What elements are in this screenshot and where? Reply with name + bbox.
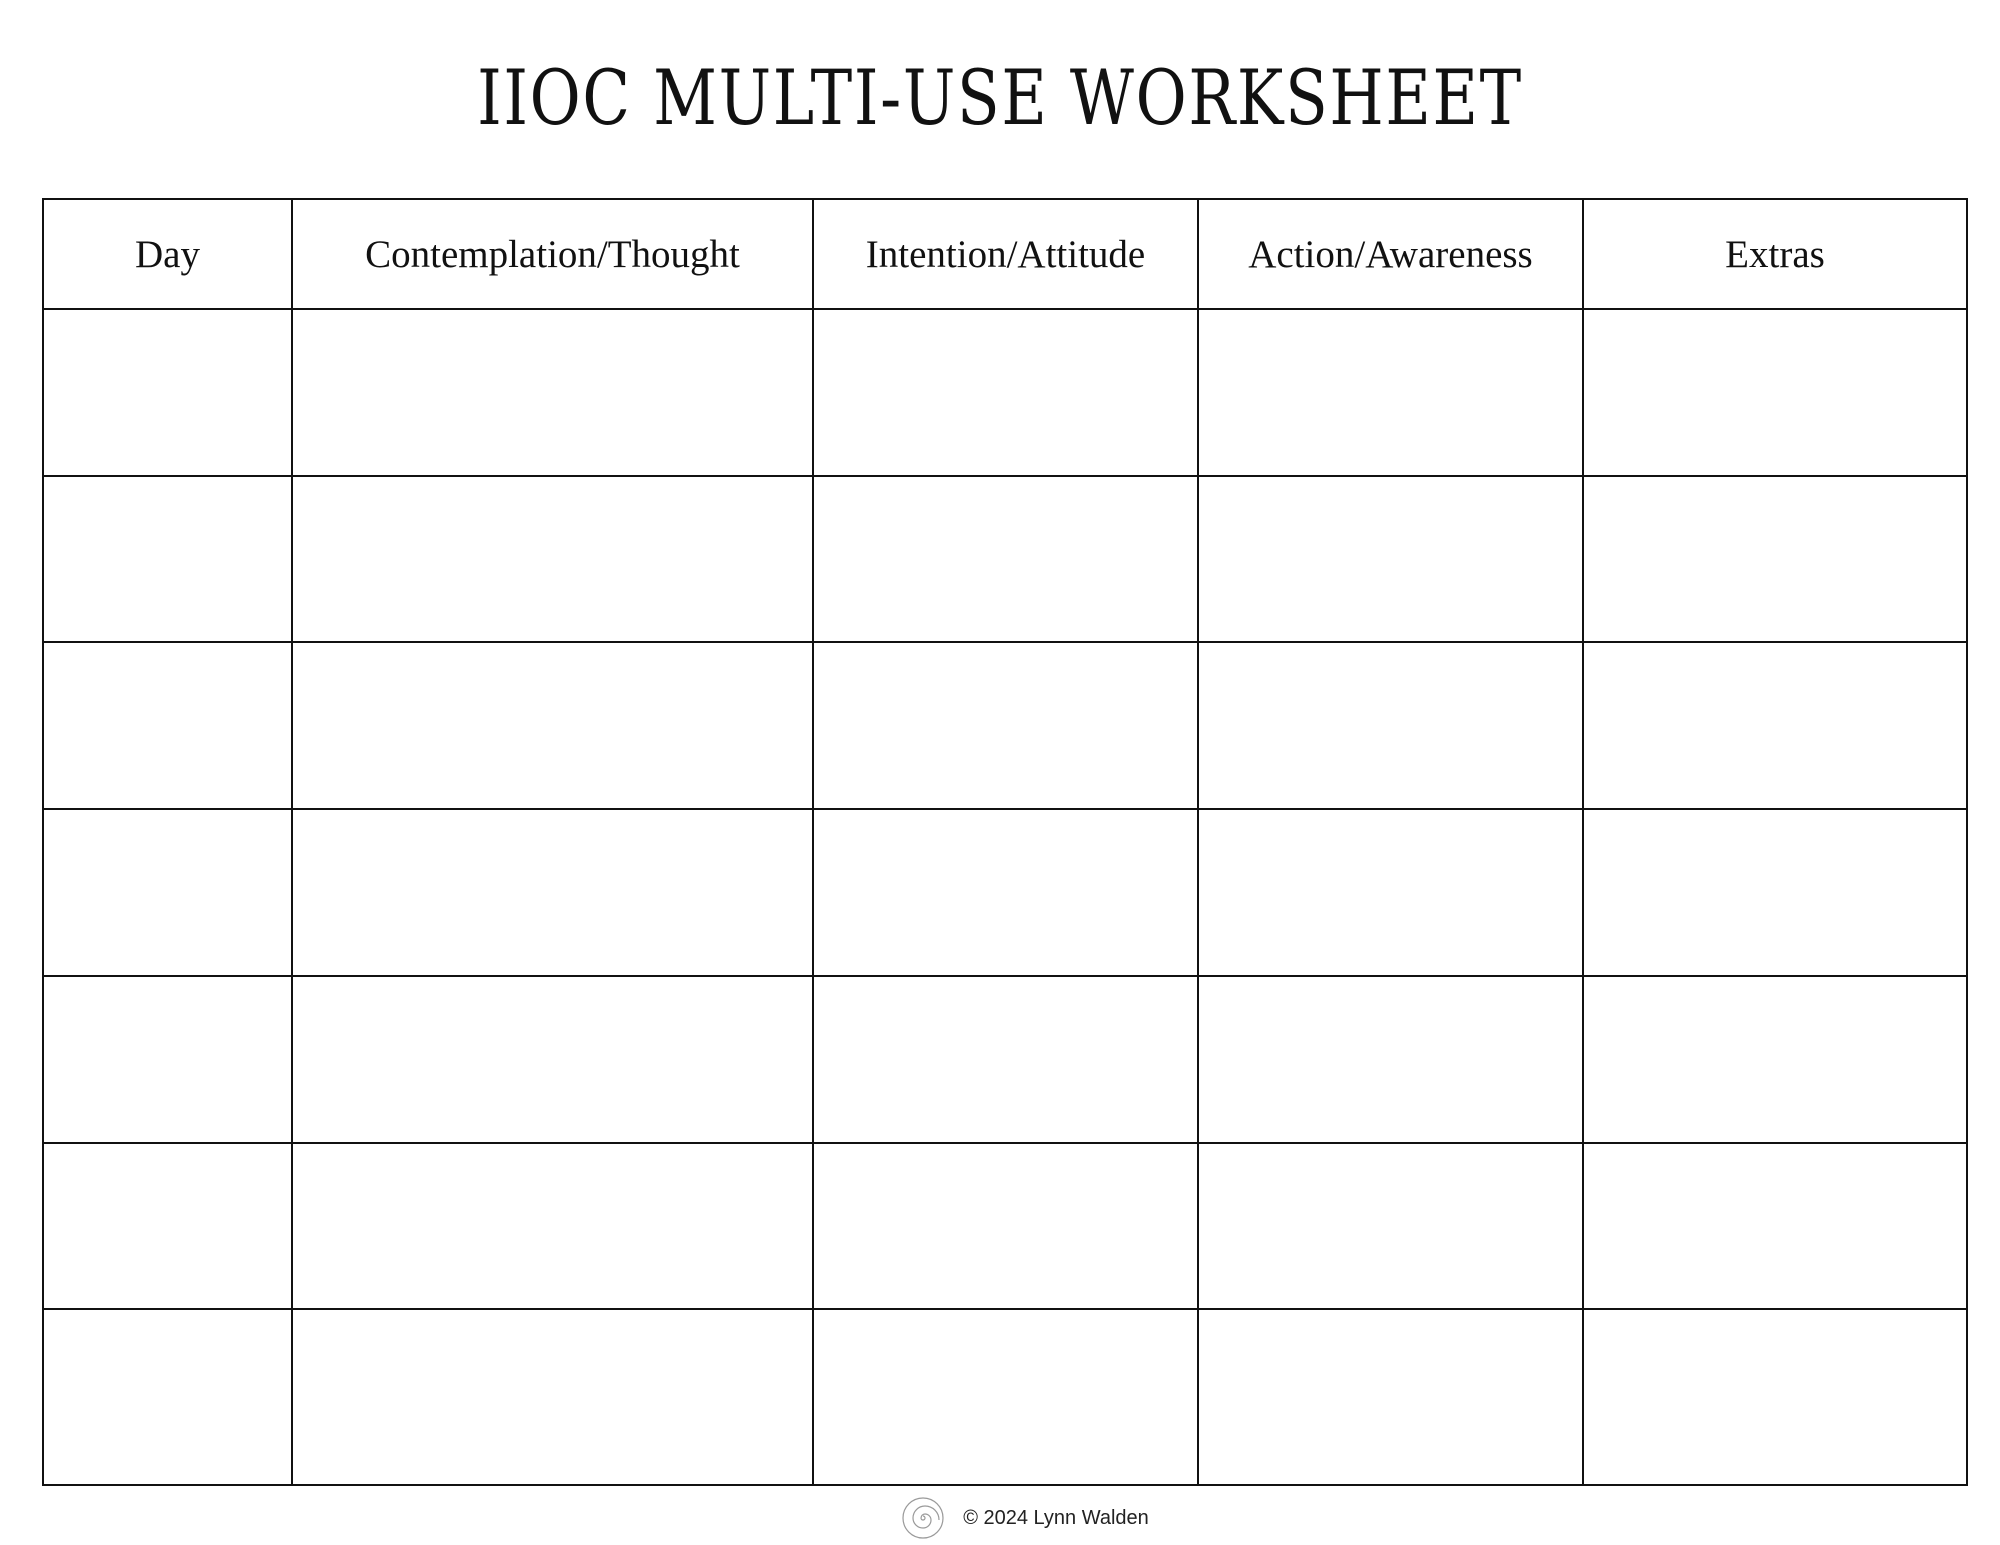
action-cell[interactable]	[1198, 809, 1583, 976]
action-cell[interactable]	[1198, 309, 1583, 476]
table-row	[43, 809, 1967, 976]
table-row	[43, 1309, 1967, 1485]
spiral-icon	[901, 1496, 945, 1540]
contemplation-cell[interactable]	[292, 1309, 813, 1485]
extras-cell[interactable]	[1583, 1143, 1967, 1310]
header-action-awareness: Action/Awareness	[1198, 199, 1583, 309]
page-title: IIOC MULTI-USE WORKSHEET	[477, 53, 1523, 142]
day-cell[interactable]	[43, 976, 292, 1143]
contemplation-cell[interactable]	[292, 976, 813, 1143]
footer-content	[901, 1496, 1149, 1540]
intention-cell[interactable]	[813, 1309, 1198, 1485]
action-cell[interactable]	[1198, 476, 1583, 643]
day-cell[interactable]	[43, 1309, 292, 1485]
header-day: Day	[43, 199, 292, 309]
extras-cell[interactable]	[1583, 642, 1967, 809]
extras-cell[interactable]	[1583, 309, 1967, 476]
header-intention-attitude: Intention/Attitude	[813, 199, 1198, 309]
extras-cell[interactable]	[1583, 476, 1967, 643]
table-row	[43, 476, 1967, 643]
action-cell[interactable]	[1198, 1143, 1583, 1310]
intention-cell[interactable]	[813, 976, 1198, 1143]
worksheet-table	[42, 198, 1968, 1486]
contemplation-cell[interactable]	[292, 309, 813, 476]
intention-cell[interactable]	[813, 1143, 1198, 1310]
action-cell[interactable]	[1198, 1309, 1583, 1485]
intention-cell[interactable]	[813, 309, 1198, 476]
table-row	[43, 309, 1967, 476]
contemplation-cell[interactable]	[292, 809, 813, 976]
day-cell[interactable]	[43, 476, 292, 643]
intention-cell[interactable]	[813, 809, 1198, 976]
day-cell[interactable]	[43, 1143, 292, 1310]
intention-cell[interactable]	[813, 476, 1198, 643]
day-cell[interactable]	[43, 809, 292, 976]
day-cell[interactable]	[43, 642, 292, 809]
extras-cell[interactable]	[1583, 976, 1967, 1143]
contemplation-cell[interactable]	[292, 1143, 813, 1310]
table-row	[43, 642, 1967, 809]
contemplation-cell[interactable]	[292, 642, 813, 809]
header-row	[43, 199, 1967, 309]
header-extras: Extras	[1583, 199, 1967, 309]
footer	[0, 1496, 2000, 1540]
action-cell[interactable]	[1198, 642, 1583, 809]
copyright-text: © 2024 Lynn Walden	[963, 1506, 1149, 1529]
intention-cell[interactable]	[813, 642, 1198, 809]
table-row	[43, 976, 1967, 1143]
header-contemplation-thought: Contemplation/Thought	[292, 199, 813, 309]
action-cell[interactable]	[1198, 976, 1583, 1143]
contemplation-cell[interactable]	[292, 476, 813, 643]
table-row	[43, 1143, 1967, 1310]
day-cell[interactable]	[43, 309, 292, 476]
extras-cell[interactable]	[1583, 809, 1967, 976]
extras-cell[interactable]	[1583, 1309, 1967, 1485]
